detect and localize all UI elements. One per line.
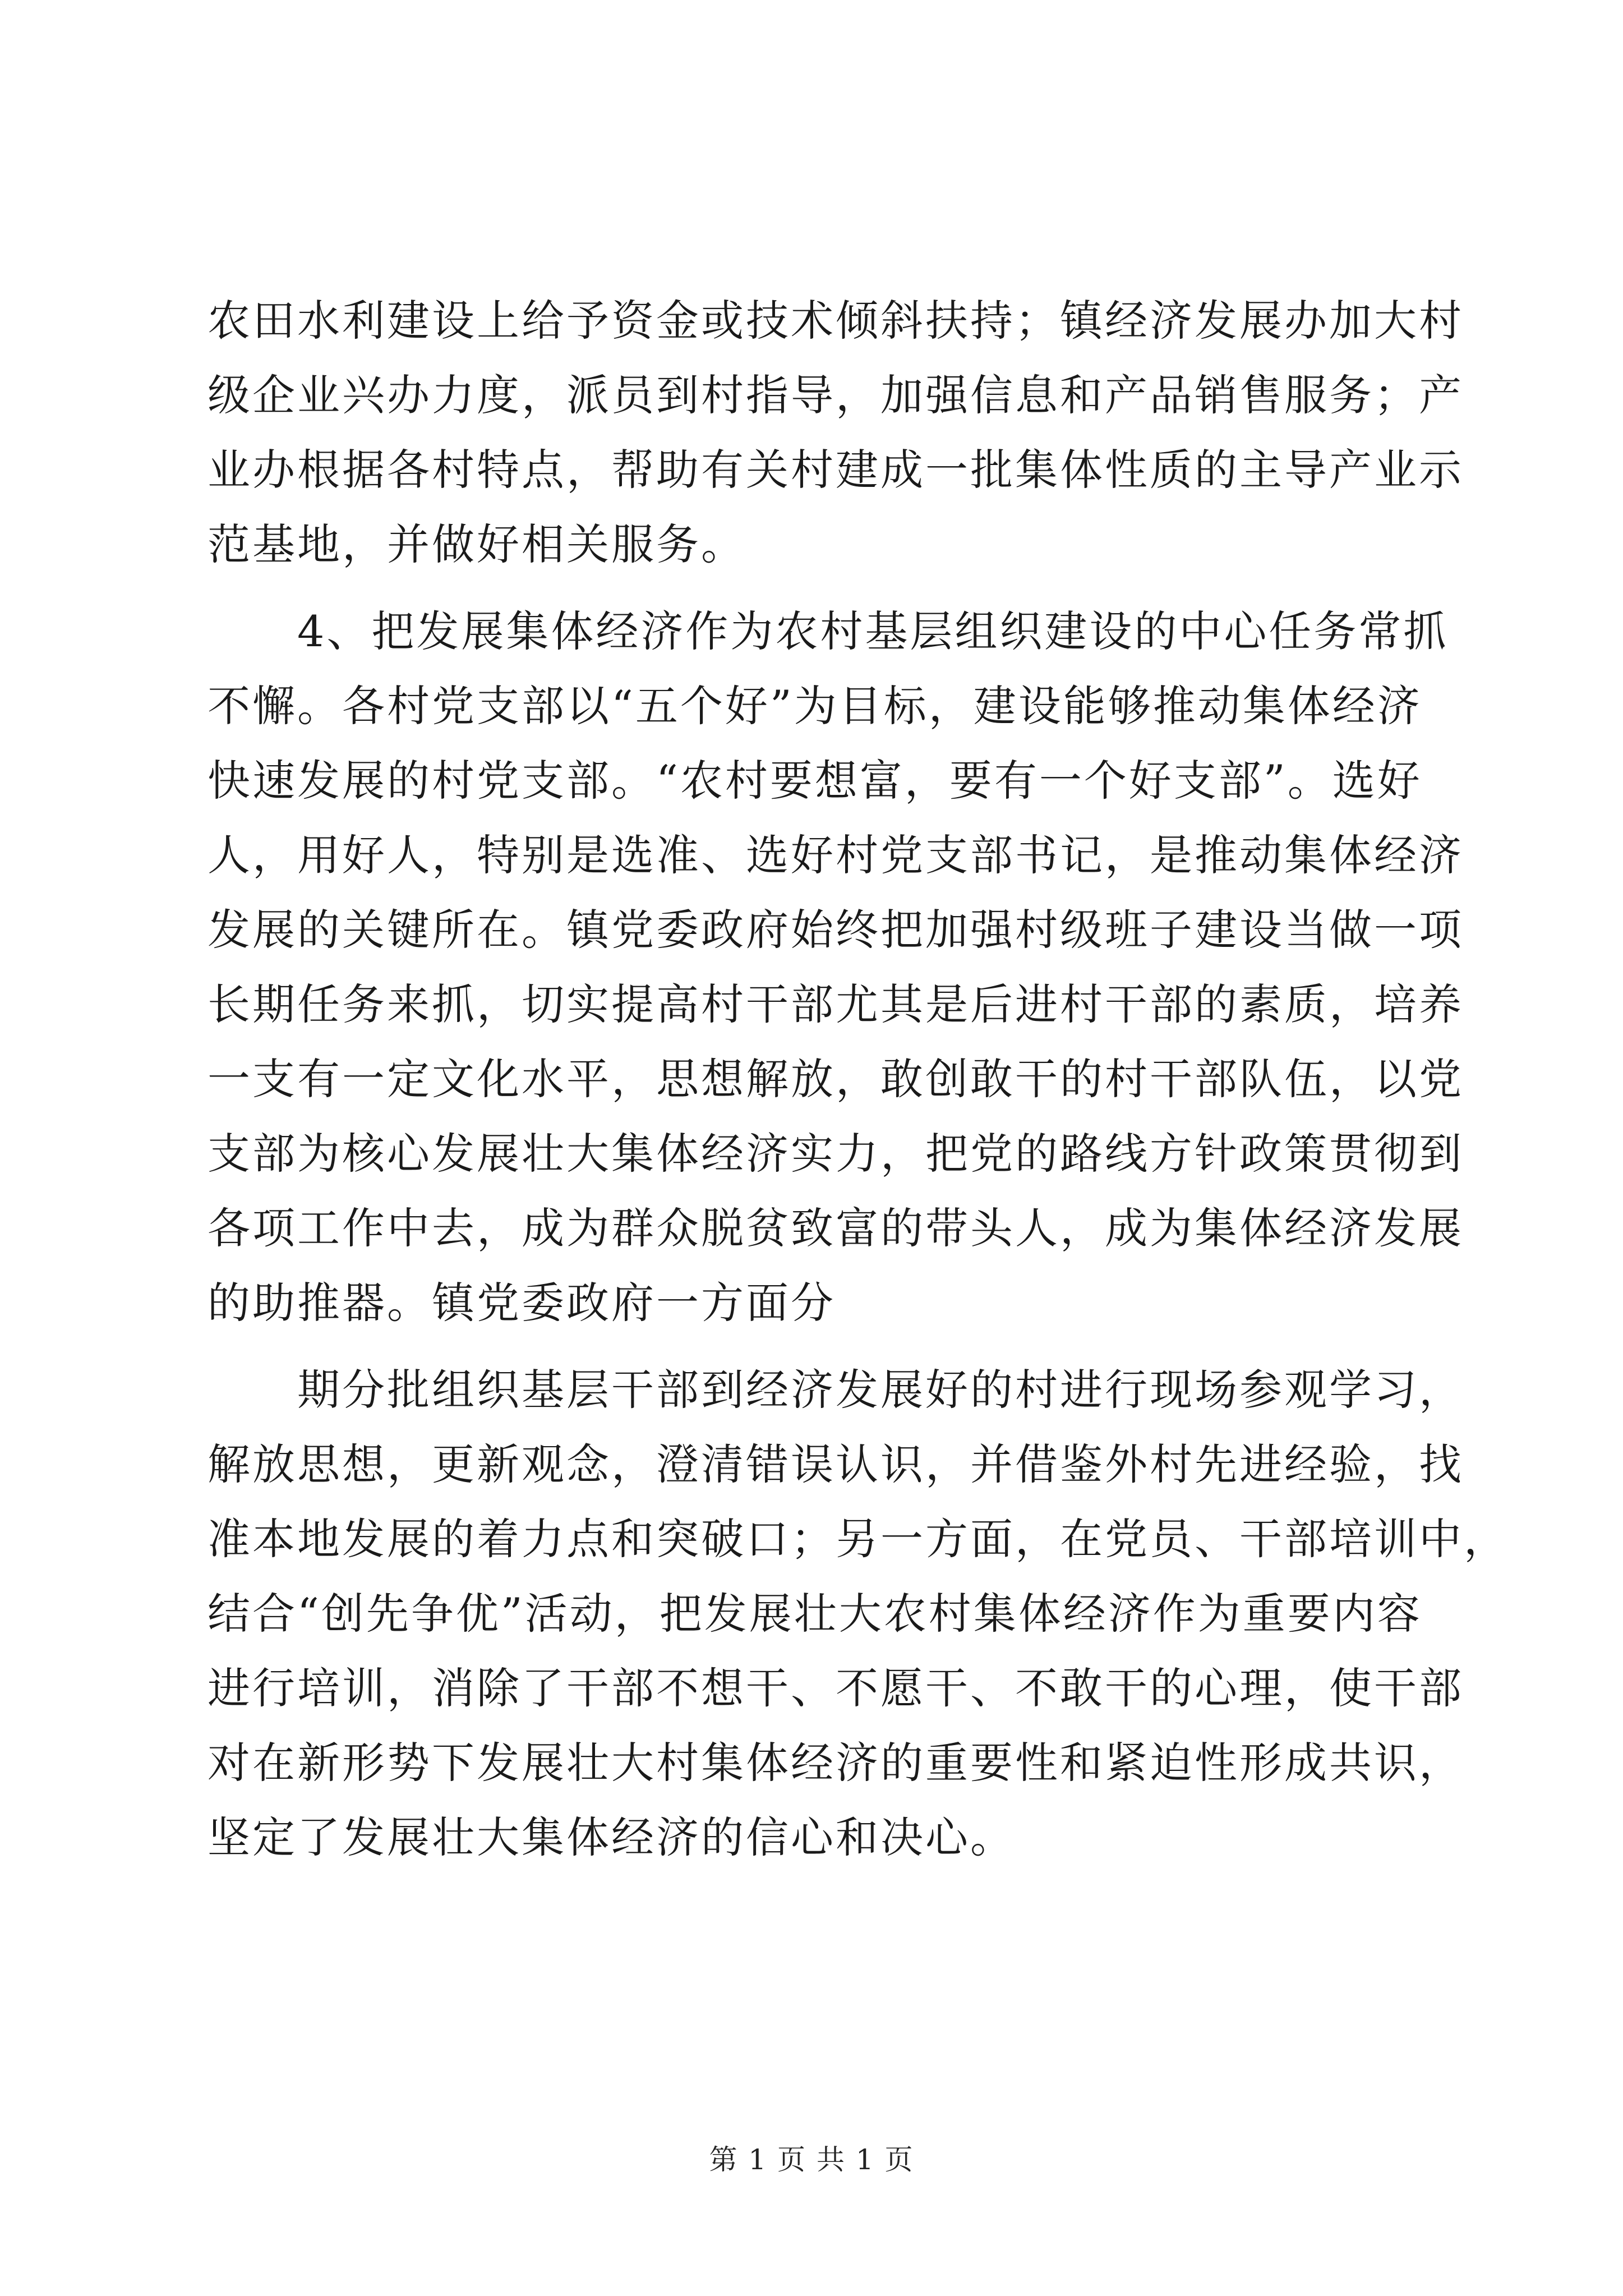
- paragraph-2-line-7: 一支有一定文化水平，思想解放，敢创敢干的村干部队伍，以党: [208, 1054, 1464, 1104]
- paragraph-2-line-6: 长期任务来抓，切实提高村干部尤其是后进村干部的素质，培养: [208, 979, 1464, 1029]
- paragraph-1-line-4: 范基地，并做好相关服务。: [208, 519, 746, 569]
- paragraph-3-line-1: 期分批组织基层干部到经济发展好的村进行现场参观学习，: [297, 1365, 1464, 1415]
- paragraph-2-line-1: 4、把发展集体经济作为农村基层组织建设的中心任务常抓: [297, 606, 1449, 656]
- paragraph-1-line-3: 业办根据各村特点，帮助有关村建成一批集体性质的主导产业示: [208, 445, 1464, 495]
- paragraph-2-line-4: 人，用好人，特别是选准、选好村党支部书记，是推动集体经济: [208, 830, 1464, 880]
- document-body: [208, 283, 1509, 1875]
- paragraph-2-line-2: 不懈。各村党支部以“五个好”为目标，建设能够推动集体经济: [208, 681, 1422, 731]
- paragraph-2-line-8: 支部为核心发展壮大集体经济实力，把党的路线方针政策贯彻到: [208, 1129, 1464, 1179]
- paragraph-3-line-5: 进行培训，消除了干部不想干、不愿干、不敢干的心理，使干部: [208, 1663, 1464, 1713]
- page-footer: 第 1 页 共 1 页: [709, 2143, 914, 2176]
- paragraph-3-line-6: 对在新形势下发展壮大村集体经济的重要性和紧迫性形成共识，: [208, 1738, 1464, 1788]
- paragraph-gap: [208, 582, 1416, 594]
- paragraph-1-line-2: 级企业兴办力度，派员到村指导，加强信息和产品销售服务；产: [208, 370, 1464, 420]
- paragraph-1-line-1: 农田水利建设上给予资金或技术倾斜扶持；镇经济发展办加大村: [208, 296, 1464, 346]
- paragraph-2-line-10: 的助推器。镇党委政府一方面分: [208, 1278, 836, 1328]
- paragraph-gap: [208, 1340, 1416, 1352]
- paragraph-2-line-9: 各项工作中去，成为群众脱贫致富的带头人，成为集体经济发展: [208, 1203, 1464, 1253]
- paragraph-2-line-5: 发展的关键所在。镇党委政府始终把加强村级班子建设当做一项: [208, 905, 1464, 955]
- paragraph-2-line-3: 快速发展的村党支部。“农村要想富，要有一个好支部”。选好: [208, 756, 1422, 806]
- paragraph-3-line-7: 坚定了发展壮大集体经济的信心和决心。: [208, 1812, 1015, 1862]
- paragraph-3-line-3: 准本地发展的着力点和突破口；另一方面，在党员、干部培训中，: [208, 1514, 1509, 1564]
- paragraph-3-line-4: 结合“创先争优”活动，把发展壮大农村集体经济作为重要内容: [208, 1589, 1422, 1639]
- paragraph-3-line-2: 解放思想，更新观念，澄清错误认识，并借鉴外村先进经验，找: [208, 1439, 1464, 1489]
